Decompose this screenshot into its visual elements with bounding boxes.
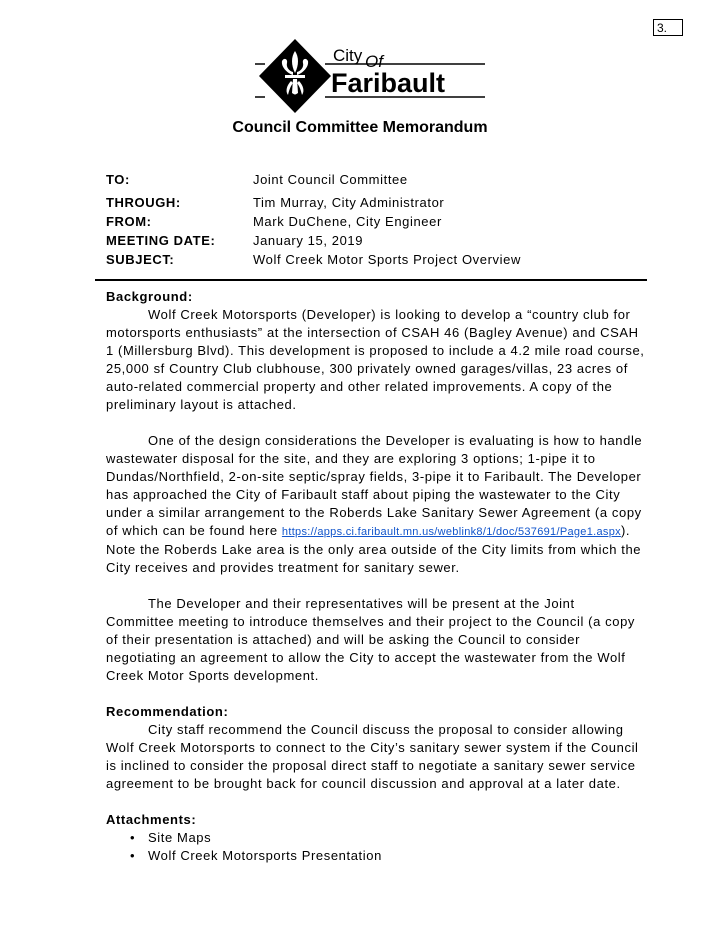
background-paragraph-3 (106, 595, 646, 685)
bullet-icon: • (130, 848, 136, 863)
page-number: 3. (653, 19, 683, 36)
list-item (106, 829, 646, 847)
recommendation-paragraph (106, 721, 646, 793)
from-value: Mark DuChene, City Engineer (253, 214, 442, 229)
logo-of: Of (365, 52, 383, 71)
background-paragraph-1 (106, 306, 646, 414)
memo-body (106, 288, 646, 865)
subject-value: Wolf Creek Motor Sports Project Overview (253, 252, 521, 267)
meeting-date-value: January 15, 2019 (253, 233, 364, 248)
attachment-site-maps: Site Maps (148, 830, 212, 845)
to-value: Joint Council Committee (253, 172, 408, 187)
from-label: FROM: (106, 214, 152, 229)
recommendation-text: City staff recommend the Council discuss the proposal to consider allowing Wolf Creek Motorsports to connect to the City’s sanitary sewer system if the Council is inclined to consider the proposal direct staff to negotiate a sanitary sewer service agreement to be brought back for council discussion and approval at a later date. (106, 722, 639, 791)
header-divider (95, 279, 647, 281)
to-label: TO: (106, 172, 130, 187)
background-paragraph-1-text: Wolf Creek Motorsports (Developer) is looking to develop a “country club for motorsports enthusiasts” at the intersection of CSAH 46 (Bagley Avenue) and CSAH 1 (Millersburg Blvd). This development is proposed to include a 4.2 mile road course, 25,000 sf Country Club clubhouse, 300 privately owned garages/villas, 23 acres of auto-related commercial property and other related improvements. A copy of the preliminary layout is attached. (106, 307, 645, 412)
meeting-date-label: MEETING DATE: (106, 233, 216, 248)
memo-title: Council Committee Memorandum (232, 119, 488, 136)
attachments-heading: Attachments: (106, 812, 197, 827)
roberds-lake-agreement-link[interactable]: https://apps.ci.faribault.mn.us/weblink8/1/doc/537691/Page1.aspx (281, 526, 621, 538)
background-heading: Background: (106, 289, 193, 304)
background-paragraph-2-tail: ). Note the Roberds Lake area is the only area outside of the City limits from which the City receives and provides treatment for sanitary sewer. (106, 523, 642, 575)
city-logo (255, 37, 487, 115)
subject-label: SUBJECT: (106, 252, 175, 267)
background-paragraph-3-text: The Developer and their representatives will be present at the Joint Committee meeting to introduce themselves and their project to the Council (a copy of their presentation is attached) and will be asking the Council to consider negotiating an agreement to allow the City to accept the wastewater from the Wolf Creek Motor Sports development. (106, 596, 635, 683)
background-paragraph-2 (106, 432, 646, 577)
logo-city: City (333, 46, 363, 65)
attachment-presentation: Wolf Creek Motorsports Presentation (148, 848, 382, 863)
background-paragraph-2-text: One of the design considerations the Developer is evaluating is how to handle wastewater disposal for the site, and they are exploring 3 options; 1-pipe it to Dundas/Northfield, 2-on-site septic/spray fields, 3-pipe it to Faribault. The Developer has approached the City of Faribault staff about piping the wastewater to the City under a similar arrangement to the Roberds Lake Sanitary Sewer Agreement (a copy of which can be found here (106, 433, 643, 538)
through-value: Tim Murray, City Administrator (253, 195, 445, 210)
attachments-list (106, 829, 646, 865)
through-label: THROUGH: (106, 195, 181, 210)
recommendation-heading: Recommendation: (106, 704, 229, 719)
bullet-icon: • (130, 830, 136, 845)
list-item (106, 847, 646, 865)
logo-name: Faribault (331, 68, 446, 98)
